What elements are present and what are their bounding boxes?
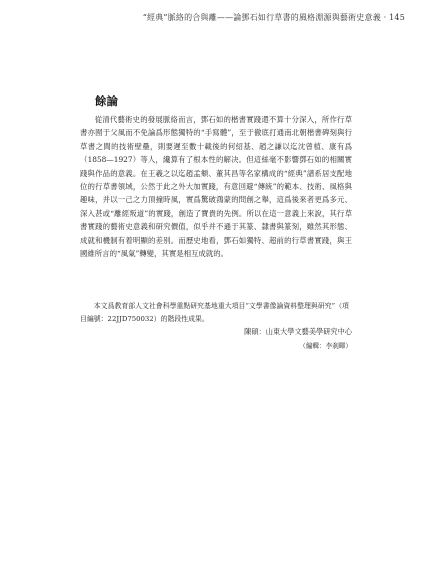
editor-credit: （編輯：李刹暉）	[299, 342, 352, 350]
funding-note: 本文爲教育部人文社會科學重點研究基地重大項目“文學書像論資料整理與研究”（項目編號：22JJD750032）的階段性成果。	[80, 302, 349, 324]
author-affiliation: 陳碩：山東大學文藝美學研究中心	[244, 327, 352, 336]
body-paragraph: 從清代藝術史的發展脈絡而言，鄧石如的楷書實踐還不算十分深入，所作行草書亦囿于父風而不免論爲形態獨特的“手寫體”，至于徹底打通南北朝楷書碑刻與行草書之間的技術壁壘，則要遲至數十載後的何紹基、趙之謙以迄沈曾植、康有爲（1858—1927）等人，纔算有了根本性的解决。但這絲毫不影響鄧石如的相關實踐與作品的意義。在王羲之以迄趙孟頫、董其昌等名家構成的“經典”譜系居支配地位的行草書領域，公然于此之外大加實踐，有意回避“傳統”的範本、技術、風格與趣味，并以一己之力頂撞時風，實爲驚破鴻蒙的問創之舉，這爲後來者更爲多元、深入甚或“離經叛道”的實踐，創造了寶貴的先例。所以在這一意義上來說，其行草書實踐的藝術史意義和研究價值，似乎并不遜于其篆、隸書與篆刻，雖然其形態、成就和機制有着明顯的差别。而歷史地看，鄧石如獨特、超前的行草書實踐，與王國維所言的“風氣”轉變，其實是相互成就的。	[80, 115, 352, 259]
running-head: “經典”脈絡的合與離——論鄧石如行草書的風格淵源與藝術史意義 · 145	[142, 13, 405, 22]
section-title: 餘論	[95, 94, 118, 108]
